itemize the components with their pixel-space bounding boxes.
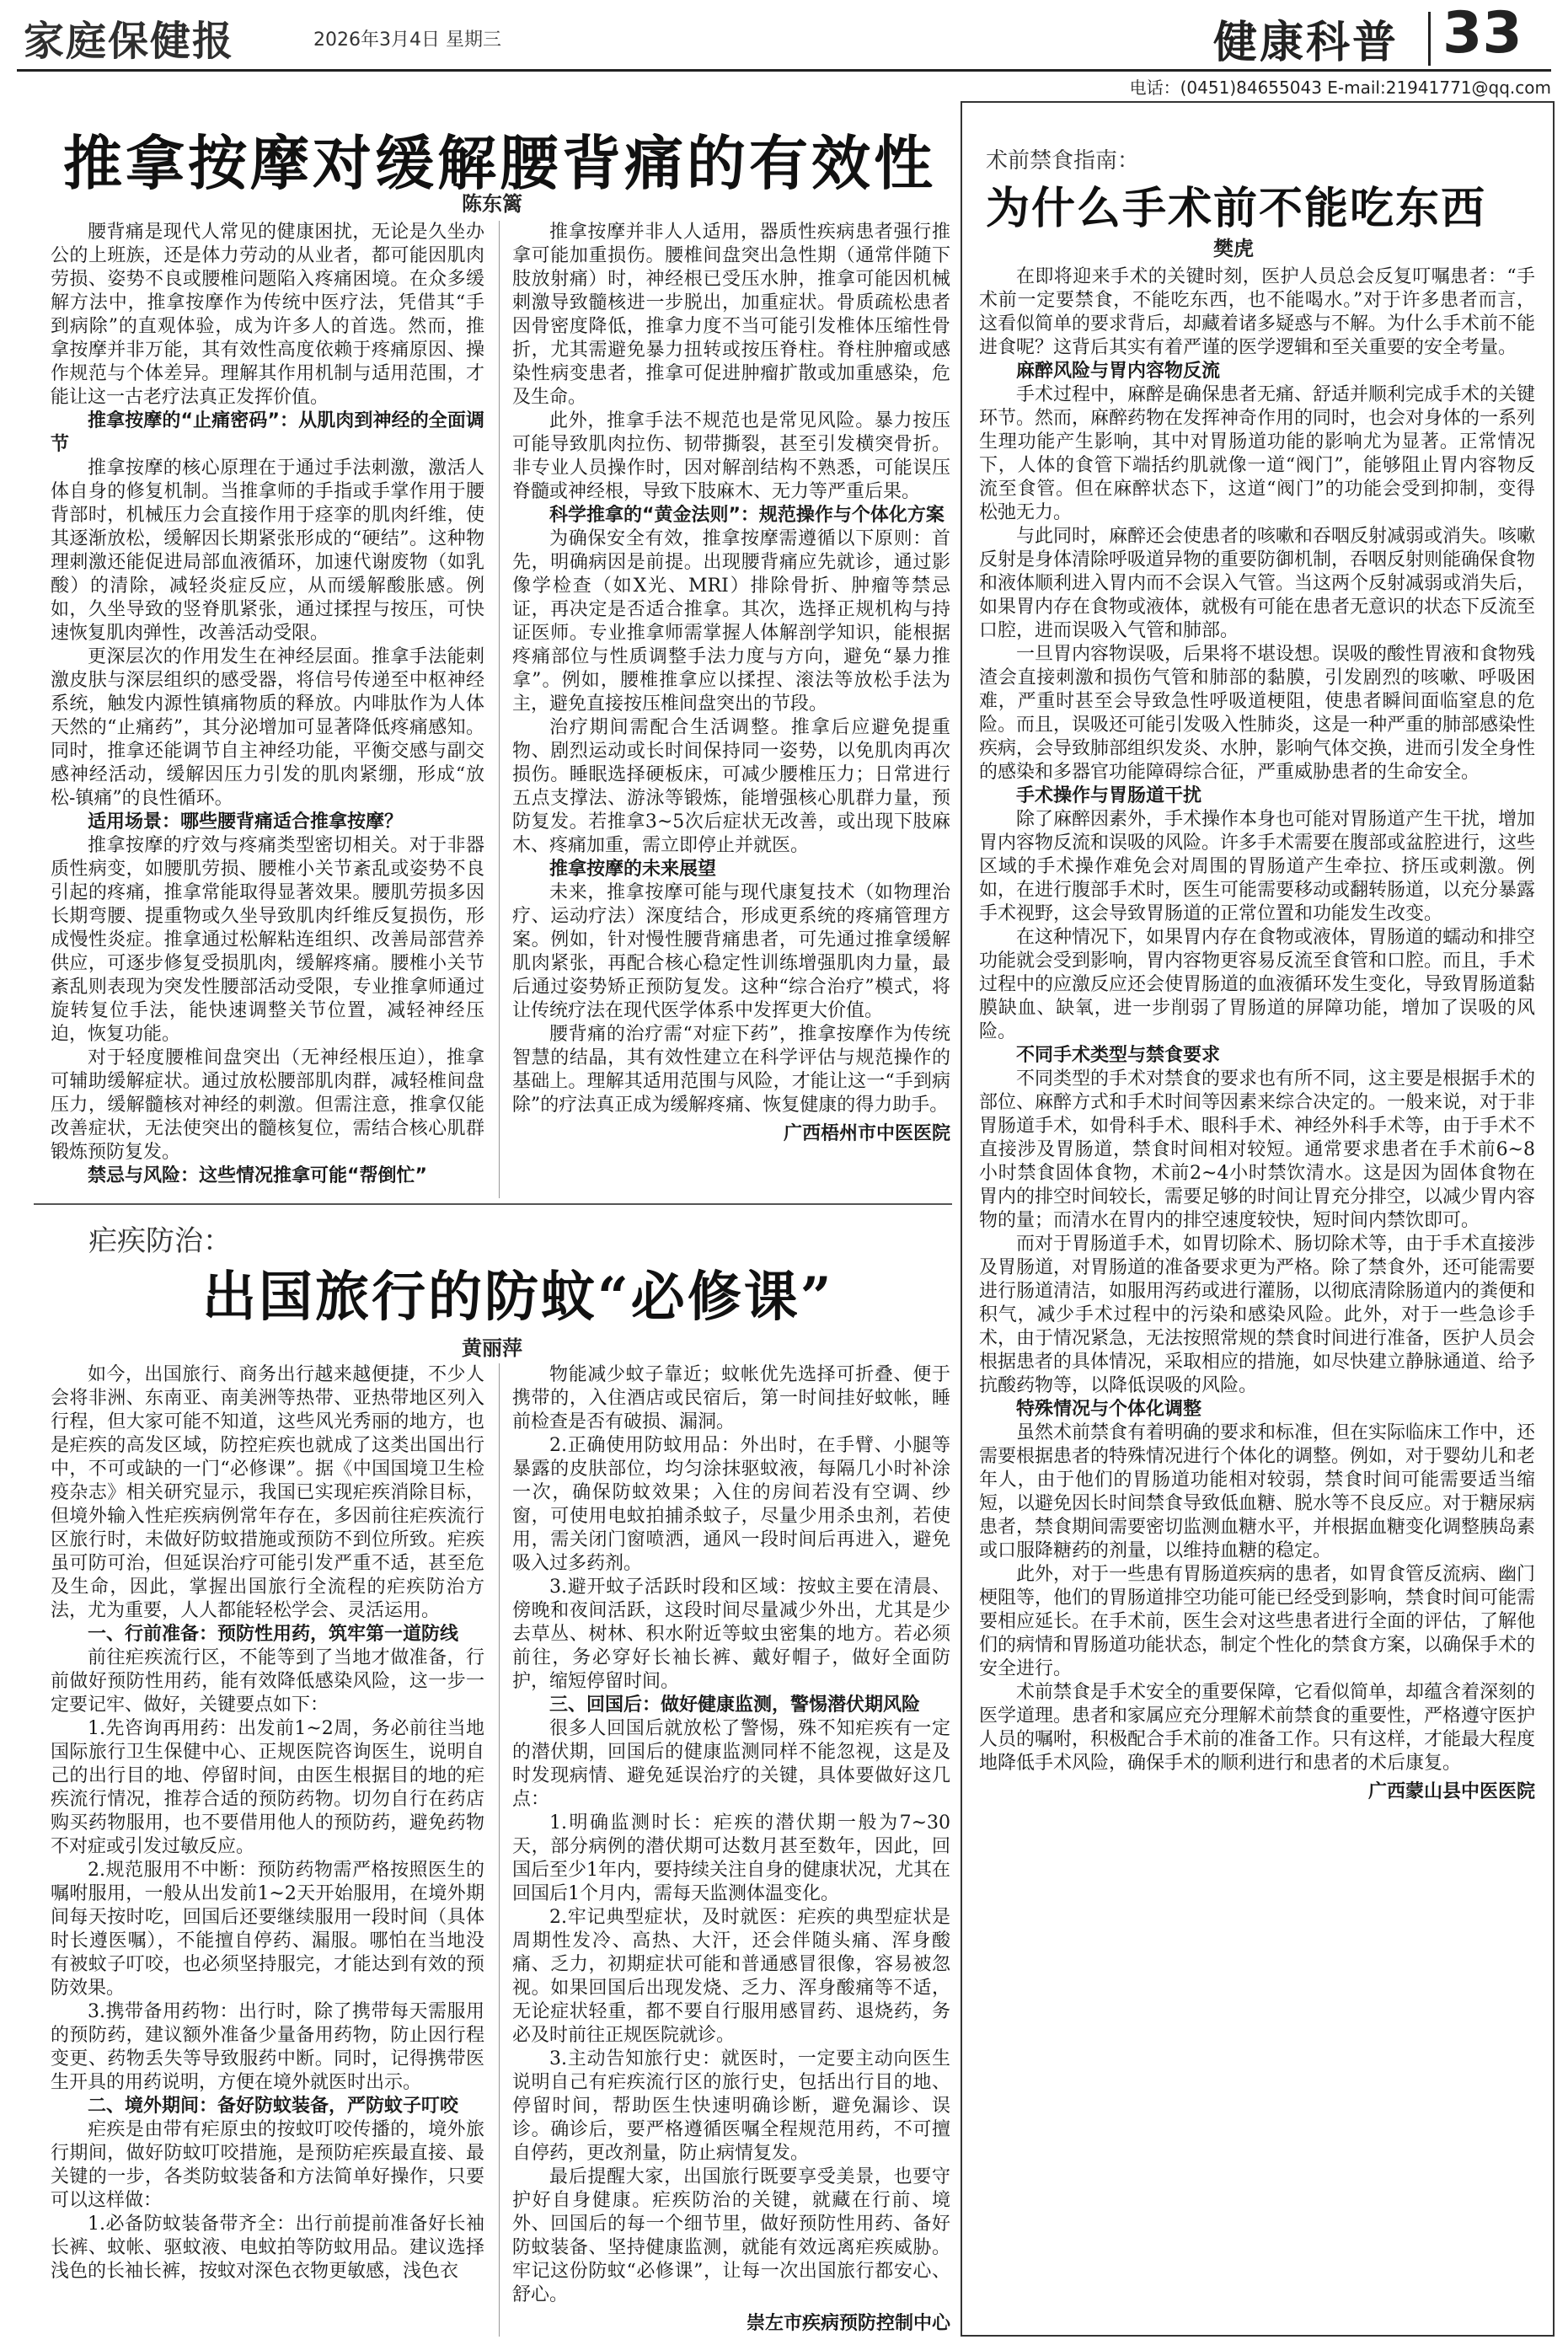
column-divider <box>499 221 500 1198</box>
paragraph: 物能减少蚊子靠近；蚊帐优先选择可折叠、便于携带的，入住酒店或民宿后，第一时间挂好蚊帐，睡前检查是否有破损、漏洞。 <box>512 1364 950 1432</box>
paragraph: 3.携带备用药物：出行时，除了携带每天需服用的预防药，建议额外准备少量备用药物，防止因行程变更、药物丢失等导致服药中断。同时，记得携带医生开具的用药说明，方便在境外就医时出示。 <box>51 2001 484 2093</box>
subheading: 推拿按摩的未来展望 <box>549 859 717 880</box>
paragraph: 腰背痛是现代人常见的健康困扰，无论是久坐办公的上班族，还是体力劳动的从业者，都可能因肌肉劳损、姿势不良或腰椎问题陷入疼痛困境。在众多缓解方法中，推拿按摩作为传统中医疗法，凭借其“手到病除”的直观体验，成为许多人的首选。然而，推拿按摩并非万能，其有效性高度依赖于疼痛原因、操作规范与个体差异。理解其作用机制与适用范围，才能让这一古老疗法真正发挥价值。 <box>51 222 484 408</box>
paragraph: 推拿按摩并非人人适用，器质性疾病患者强行推拿可能加重损伤。腰椎间盘突出急性期（通常伴随下肢放射痛）时，神经根已受压水肿，推拿可能因机械刺激导致髓核进一步脱出，加重症状。骨质疏松患者因骨密度降低，推拿力度不当可能引发椎体压缩性骨折，尤其需避免暴力扭转或按压脊柱。脊柱肿瘤或感染性病变患者，推拿可促进肿瘤扩散或加重感染，危及生命。 <box>512 222 950 408</box>
paragraph: 2.正确使用防蚊用品：外出时，在手臂、小腿等暴露的皮肤部位，均匀涂抹驱蚊液，每隔几小时补涂一次，确保防蚊效果；入住的房间若没有空调、纱窗，可使用电蚊拍捕杀蚊子，尽量少用杀虫剂，若使用，需关闭门窗喷洒，通风一段时间后再进入，避免吸入过多药剂。 <box>512 1435 950 1574</box>
paragraph: 不同类型的手术对禁食的要求也有所不同，这主要是根据手术的部位、麻醉方式和手术时间等因素来综合决定的。一般来说，对于非胃肠道手术，如骨科手术、眼科手术、神经外科手术等，由于手术不直接涉及胃肠道，禁食时间相对较短。通常要求患者在手术前6~8小时禁食固体食物，术前2~4小时禁饮清水。这是因为固体食物在胃内的排空时间较长，需要足够的时间让胃充分排空，以减少胃内容物的量；而清水在胃内的排空速度较快，短时间内禁饮即可。 <box>979 1068 1535 1231</box>
author-affiliation: 崇左市疾病预防控制中心 <box>746 2313 950 2334</box>
paragraph: 疟疾是由带有疟原虫的按蚊叮咬传播的，境外旅行期间，做好防蚊叮咬措施，是预防疟疾最直接、最关键的一步，各类防蚊装备和方法简单好操作，只要可以这样做： <box>51 2119 484 2211</box>
paragraph: 对于轻度腰椎间盘突出（无神经根压迫），推拿可辅助缓解症状。通过放松腰部肌肉群，减轻椎间盘压力，缓解髓核对神经的刺激。但需注意，推拿仅能改善症状，无法使突出的髓核复位，需结合核心肌群锻炼预防复发。 <box>51 1047 484 1163</box>
subheading: 一、行前准备：预防性用药，筑牢第一道防线 <box>88 1624 459 1645</box>
paragraph: 为确保安全有效，推拿按摩需遵循以下原则：首先，明确病因是前提。出现腰背痛应先就诊，通过影像学检查（如X光、MRI）排除骨折、肿瘤等禁忌证，再决定是否适合推拿。其次，选择正规机构与持证医师。专业推拿师需掌握人体解剖学知识，能根据疼痛部位与性质调整手法力度与方向，避免“暴力推拿”。例如，腰椎推拿应以揉捏、滚法等放松手法为主，避免直接按压椎间盘突出的节段。 <box>512 528 950 715</box>
paragraph: 更深层次的作用发生在神经层面。推拿手法能刺激皮肤与深层组织的感受器，将信号传递至中枢神经系统，触发内源性镇痛物质的释放。内啡肽作为人体天然的“止痛药”，其分泌增加可显著降低疼痛感知。同时，推拿还能调节自主神经功能，平衡交感与副交感神经活动，缓解因压力引发的肌肉紧绷，形成“放松-镇痛”的良性循环。 <box>51 646 484 809</box>
subheading: 二、境外期间：备好防蚊装备，严防蚊子叮咬 <box>88 2096 459 2117</box>
author-affiliation: 广西梧州市中医医院 <box>783 1123 950 1144</box>
subheading: 特殊情况与个体化调整 <box>1016 1399 1202 1420</box>
paragraph: 腰背痛的治疗需“对症下药”，推拿按摩作为传统智慧的结晶，其有效性建立在科学评估与规范操作的基础上。理解其适用范围与风险，才能让这一“手到病除”的疗法真正成为缓解疼痛、恢复健康的得力助手。 <box>512 1024 950 1116</box>
subheading: 不同手术类型与禁食要求 <box>1016 1045 1221 1066</box>
paragraph: 与此同时，麻醉还会使患者的咳嗽和吞咽反射减弱或消失。咳嗽反射是身体清除呼吸道异物的重要防御机制，吞咽反射则能确保食物和液体顺利进入胃内而不会误入气管。当这两个反射减弱或消失后，如果胃内存在食物或液体，就极有可能在患者无意识的状态下反流至口腔，进而误吸入气管和肺部。 <box>979 526 1535 641</box>
paragraph: 2.牢记典型症状，及时就医：疟疾的典型症状是周期性发冷、高热、大汗，还会伴随头痛、浑身酸痛、乏力，初期症状可能和普通感冒很像，容易被忽视。如果回国后出现发烧、乏力、浑身酸痛等不适，无论症状轻重，都不要自行服用感冒药、退烧药，务必及时前往正规医院就诊。 <box>512 1907 950 2046</box>
paragraph: 此外，对于一些患有胃肠道疾病的患者，如胃食管反流病、幽门梗阻等，他们的胃肠道排空功能可能已经受到影响，禁食时间可能需要相应延长。在手术前，医生会对这些患者进行全面的评估，了解他们的病情和胃肠道功能状态，制定个性化的禁食方案，以确保手术的安全进行。 <box>979 1564 1535 1679</box>
subheading: 麻醉风险与胃内容物反流 <box>1016 361 1221 382</box>
subheading: 推拿按摩的“止痛密码”：从肌肉到神经的全面调节 <box>51 410 484 455</box>
paragraph: 1.明确监测时长：疟疾的潜伏期一般为7~30天，部分病例的潜伏期可达数月甚至数年，因此，回国后至少1年内，要持续关注自身的健康状况，尤其在回国后1个月内，需每天监测体温变化。 <box>512 1812 950 1904</box>
paragraph: 前往疟疾流行区，不能等到了当地才做准备，行前做好预防性用药，能有效降低感染风险，这一步一定要记牢、做好，关键要点如下： <box>51 1647 484 1716</box>
article1-column-2 <box>512 221 950 1198</box>
article2-column-1 <box>51 1363 484 2337</box>
subheading: 科学推拿的“黄金法则”：规范操作与个体化方案 <box>549 505 945 526</box>
paragraph: 治疗期间需配合生活调整。推拿后应避免提重物、剧烈运动或长时间保持同一姿势，以免肌肉再次损伤。睡眠选择硬板床，可减少腰椎压力；日常进行五点支撑法、游泳等锻炼，能增强核心肌群力量，预防复发。若推拿3~5次后症状无改善，或出现下肢麻木、疼痛加重，需立即停止并就医。 <box>512 717 950 856</box>
article1-author: 陈东篱 <box>462 192 522 216</box>
article2-column-2 <box>512 1363 950 2337</box>
article3-body <box>979 265 1535 2326</box>
paragraph: 推拿按摩的疗效与疼痛类型密切相关。对于非器质性病变，如腰肌劳损、腰椎小关节紊乱或姿势不良引起的疼痛，推拿常能取得显著效果。腰肌劳损多因长期弯腰、提重物或久坐导致肌肉纤维反复损伤，形成慢性炎症。推拿通过松解粘连组织、改善局部营养供应，可逐步修复受损肌肉，缓解疼痛。腰椎小关节紊乱则表现为突发性腰部活动受限，专业推拿师通过旋转复位手法，能快速调整关节位置，减轻神经压迫，恢复功能。 <box>51 835 484 1045</box>
article1-title: 推拿按摩对缓解腰背痛的有效性 <box>63 128 936 198</box>
paragraph: 手术过程中，麻醉是确保患者无痛、舒适并顺利完成手术的关键环节。然而，麻醉药物在发挥神奇作用的同时，也会对身体的一系列生理功能产生影响，其中对胃肠道功能的影响尤为显著。正常情况下，人体的食管下端括约肌就像一道“阀门”，能够阻止胃内容物反流至食管。但在麻醉状态下，这道“阀门”的功能会受到抑制，变得松弛无力。 <box>979 384 1535 523</box>
article3-author: 樊虎 <box>1213 237 1254 260</box>
subheading: 手术操作与胃肠道干扰 <box>1016 785 1202 806</box>
paragraph: 在即将迎来手术的关键时刻，医护人员总会反复叮嘱患者：“手术前一定要禁食，不能吃东西，也不能喝水。”对于许多患者而言，这看似简单的要求背后，却藏着诸多疑惑与不解。为什么手术前不能进食呢？这背后其实有着严谨的医学逻辑和至关重要的安全考量。 <box>979 266 1535 358</box>
section-divider <box>34 1203 952 1205</box>
paragraph: 在这种情况下，如果胃内存在食物或液体，胃肠道的蠕动和排空功能就会受到影响，胃内容物更容易反流至食管和口腔。而且，手术过程中的应激反应还会使胃肠道的血液循环发生变化，导致胃肠道黏膜缺血、缺氧，进一步削弱了胃肠道的屏障功能，增加了误吸的风险。 <box>979 927 1535 1042</box>
paragraph: 1.必备防蚊装备带齐全：出行前提前准备好长袖长裤、蚊帐、驱蚊液、电蚊拍等防蚊用品。建议选择浅色的长袖长裤，按蚊对深色衣物更敏感，浅色衣 <box>51 2214 484 2282</box>
page-number: 33 <box>1442 0 1523 67</box>
paragraph: 最后提醒大家，出国旅行既要享受美景，也要守护好自身健康。疟疾防治的关键，就藏在行前、境外、回国后的每一个细节里，做好预防性用药、备好防蚊装备、坚持健康监测，就能有效远离疟疾威胁。牢记这份防蚊“必修课”，让每一次出国旅行都安心、舒心。 <box>512 2166 950 2305</box>
article1-column-1 <box>51 221 484 1198</box>
paragraph: 而对于胃肠道手术，如胃切除术、肠切除术等，由于手术直接涉及胃肠道，对胃肠道的准备要求更为严格。除了禁食外，还可能需要进行肠道清洁，如服用泻药或进行灌肠，以彻底清除肠道内的粪便和积气，减少手术过程中的污染和感染风险。此外，对于一些急诊手术，由于情况紧急，无法按照常规的禁食时间进行准备，医护人员会根据患者的具体情况，采取相应的措施，如尽快建立静脉通道、给予抗酸药物等，以降低误吸的风险。 <box>979 1234 1535 1396</box>
issue-date: 2026年3月4日 星期三 <box>313 29 501 51</box>
subheading: 禁忌与风险：这些情况推拿可能“帮倒忙” <box>88 1165 427 1186</box>
column-divider <box>499 1363 500 2337</box>
article3-kicker: 术前禁食指南： <box>986 148 1140 174</box>
paragraph: 一旦胃内容物误吸，后果将不堪设想。误吸的酸性胃液和食物残渣会直接刺激和损伤气管和肺部的黏膜，引发剧烈的咳嗽、呼吸困难，严重时甚至会导致急性呼吸道梗阻，使患者瞬间面临窒息的危险。而且，误吸还可能引发吸入性肺炎，这是一种严重的肺部感染性疾病，会导致肺部组织发炎、水肿，影响气体交换，进而引发全身性的感染和多器官功能障碍综合征，严重威胁患者的生命安全。 <box>979 644 1535 783</box>
article2-author: 黄丽萍 <box>462 1336 522 1360</box>
paper-name: 家庭保健报 <box>24 18 235 65</box>
paragraph: 3.主动告知旅行史：就医时，一定要主动向医生说明自己有疟疾流行区的旅行史，包括出行目的地、停留时间，帮助医生快速明确诊断，避免漏诊、误诊。确诊后，要严格遵循医嘱全程规范用药，不可擅自停药，更改剂量，防止病情复发。 <box>512 2048 950 2164</box>
paragraph: 1.先咨询再用药：出发前1~2周，务必前往当地国际旅行卫生保健中心、正规医院咨询医生，说明自己的出行目的地、停留时间，由医生根据目的地的疟疾流行情况，推荐合适的预防药物。切勿自行在药店购买药物服用，也不要借用他人的预防药，避免药物不对症或引发过敏反应。 <box>51 1718 484 1857</box>
paragraph: 推拿按摩的核心原理在于通过手法刺激，激活人体自身的修复机制。当推拿师的手指或手掌作用于腰背部时，机械压力会直接作用于痉挛的肌肉纤维，使其逐渐放松，缓解因长期紧张形成的“硬结”。这种物理刺激还能促进局部血液循环，加速代谢废物（如乳酸）的清除，减轻炎症反应，从而缓解酸胀感。例如，久坐导致的竖脊肌紧张，通过揉捏与按压，可快速恢复肌肉弹性，改善活动受限。 <box>51 458 484 644</box>
section-title: 健康科普 <box>1213 17 1399 68</box>
article3-title: 为什么手术前不能吃东西 <box>986 183 1487 234</box>
paragraph: 2.规范服用不中断：预防药物需严格按照医生的嘱咐服用，一般从出发前1~2天开始服用，在境外期间每天按时吃，回国后还要继续服用一段时间（具体时长遵医嘱），不能擅自停药、漏服。哪怕在当地没有被蚊子叮咬，也必须坚持服完，才能达到有效的预防效果。 <box>51 1860 484 1999</box>
paragraph: 未来，推拿按摩可能与现代康复技术（如物理治疗、运动疗法）深度结合，形成更系统的疼痛管理方案。例如，针对慢性腰背痛患者，可先通过推拿缓解肌肉紧张，再配合核心稳定性训练增强肌肉力量，最后通过姿势矫正预防复发。这种“综合治疗”模式，将让传统疗法在现代医学体系中发挥更大价值。 <box>512 882 950 1021</box>
paragraph: 此外，推拿手法不规范也是常见风险。暴力按压可能导致肌肉拉伤、韧带撕裂，甚至引发横突骨折。非专业人员操作时，因对解剖结构不熟悉，可能误压脊髓或神经根，导致下肢麻木、无力等严重后果。 <box>512 410 950 502</box>
paragraph: 3.避开蚊子活跃时段和区域：按蚊主要在清晨、傍晚和夜间活跃，这段时间尽量减少外出，尤其是少去草丛、树林、积水附近等蚊虫密集的地方。若必须前往，务必穿好长袖长裤、戴好帽子，做好全面防护，缩短停留时间。 <box>512 1577 950 1692</box>
contact-info: 电话：(0451)84655043 E-mail:21941771@qq.com <box>1129 78 1551 98</box>
paragraph: 很多人回国后就放松了警惕，殊不知疟疾有一定的潜伏期，回国后的健康监测同样不能忽视，这是及时发现病情、避免延误治疗的关键，具体要做好这几点： <box>512 1718 950 1810</box>
masthead-rule <box>17 69 1551 72</box>
paragraph: 术前禁食是手术安全的重要保障，它看似简单，却蕴含着深刻的医学道理。患者和家属应充分理解术前禁食的重要性，严格遵守医护人员的嘱咐，积极配合手术前的准备工作。只有这样，才能最大程度地降低手术风险，确保手术的顺利进行和患者的术后康复。 <box>979 1682 1535 1774</box>
article2-kicker: 疟疾防治： <box>88 1224 232 1258</box>
author-affiliation: 广西蒙山县中医医院 <box>1367 1781 1535 1802</box>
subheading: 三、回国后：做好健康监测，警惕潜伏期风险 <box>549 1695 921 1716</box>
paragraph: 虽然术前禁食有着明确的要求和标准，但在实际临床工作中，还需要根据患者的特殊情况进行个体化的调整。例如，对于婴幼儿和老年人，由于他们的胃肠道功能相对较弱，禁食时间可能需要适当缩短，以避免因长时间禁食导致低血糖、脱水等不良反应。对于糖尿病患者，禁食期间需要密切监测血糖水平，并根据血糖变化调整胰岛素或口服降糖药的剂量，以维持血糖的稳定。 <box>979 1422 1535 1561</box>
article2-title: 出国旅行的防蚊“必修课” <box>202 1266 834 1329</box>
masthead-divider <box>1428 12 1431 66</box>
paragraph: 除了麻醉因素外，手术操作本身也可能对胃肠道产生干扰，增加胃内容物反流和误吸的风险。许多手术需要在腹部或盆腔进行，这些区域的手术操作难免会对周围的胃肠道产生牵拉、挤压或刺激。例如，在进行腹部手术时，医生可能需要移动或翻转肠道，以充分暴露手术视野，这会导致胃肠道的正常位置和功能发生改变。 <box>979 809 1535 924</box>
paragraph: 如今，出国旅行、商务出行越来越便捷，不少人会将非洲、东南亚、南美洲等热带、亚热带地区列入行程，但大家可能不知道，这些风光秀丽的地方，也是疟疾的高发区域，防控疟疾也就成了这类出国出行中，不可或缺的一门“必修课”。据《中国国境卫生检疫杂志》相关研究显示，我国已实现疟疾消除目标，但境外输入性疟疾病例常年存在，多因前往疟疾流行区旅行时，未做好防蚊措施或预防不到位所致。疟疾虽可防可治，但延误治疗可能引发严重不适，甚至危及生命，因此，掌握出国旅行全流程的疟疾防治方法，尤为重要，人人都能轻松学会、灵活运用。 <box>51 1364 484 1621</box>
subheading: 适用场景：哪些腰背痛适合推拿按摩？ <box>88 811 404 833</box>
